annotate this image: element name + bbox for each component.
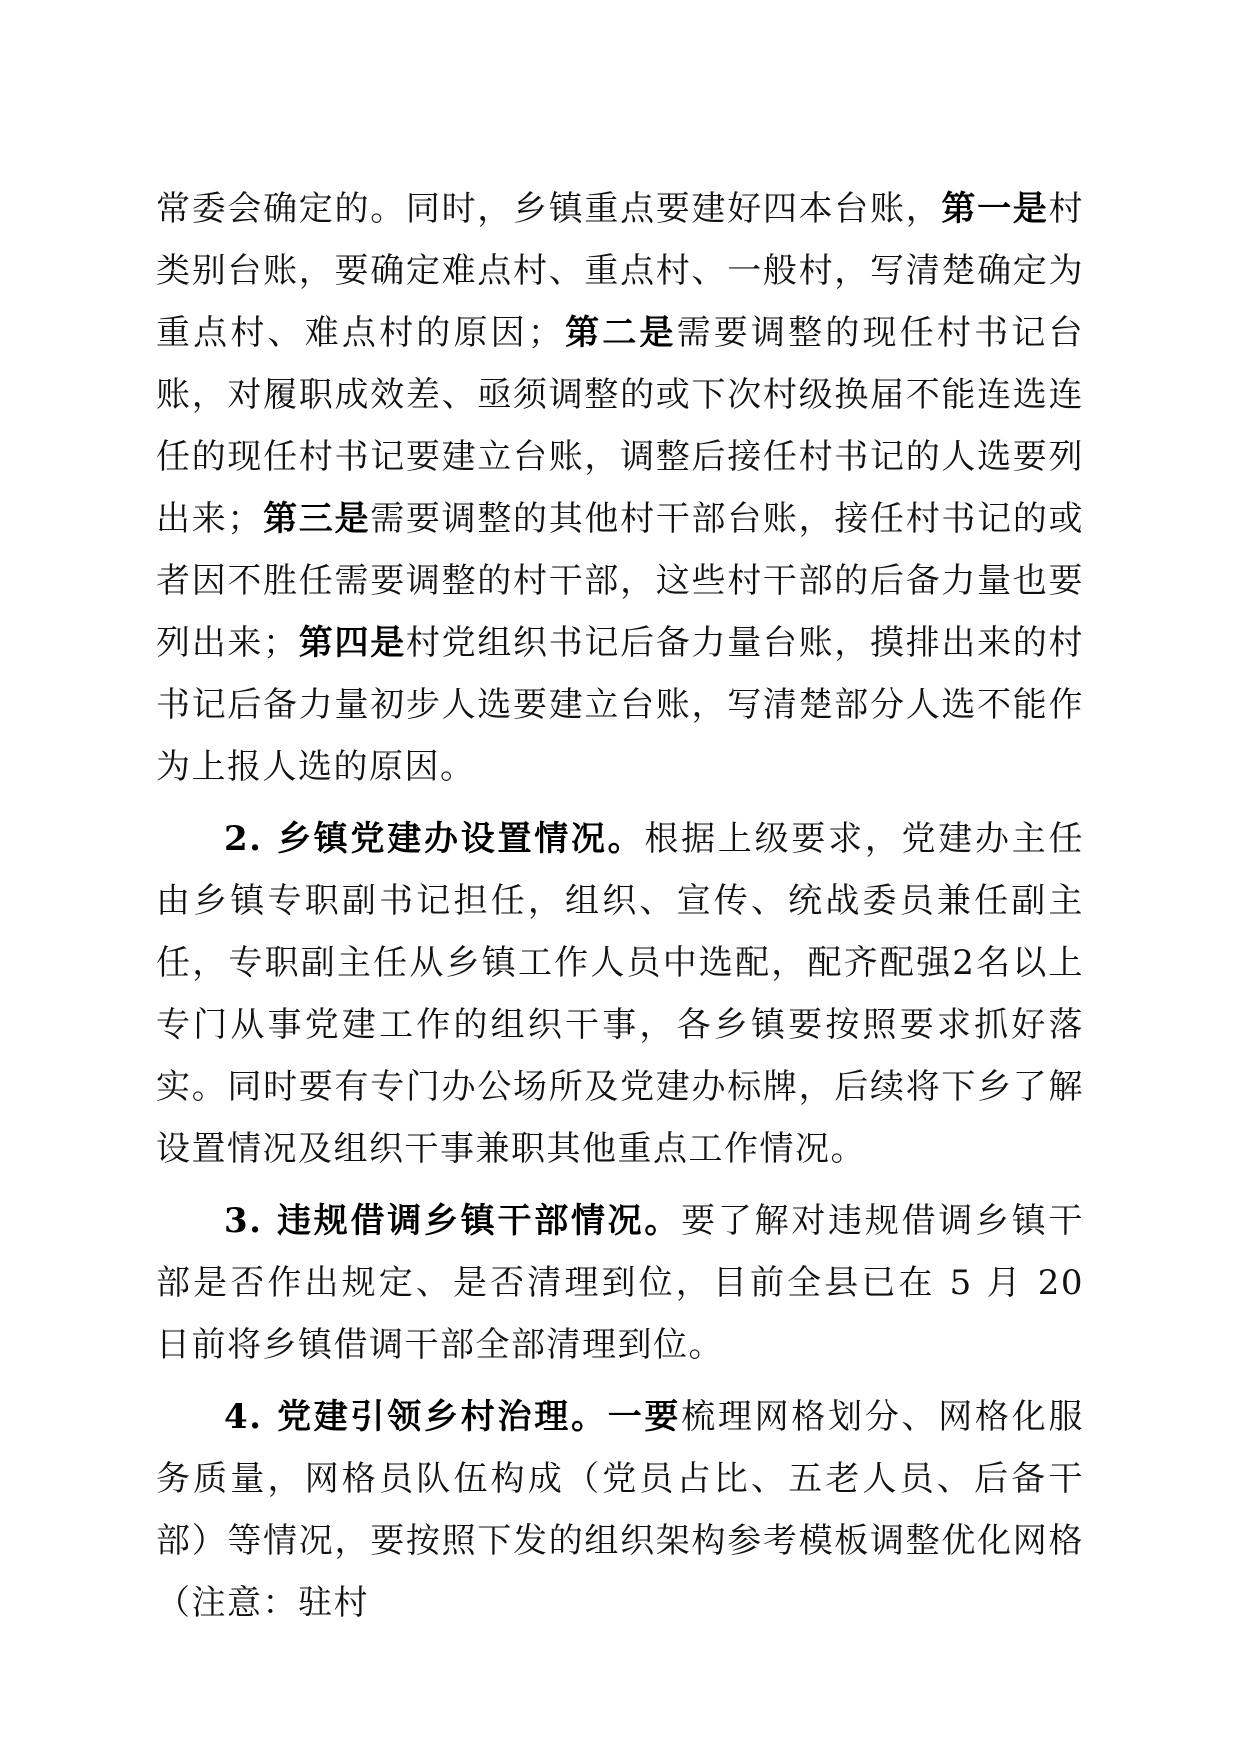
paragraph-ledgers bbox=[156, 178, 1084, 798]
text-run: 梳理网格划分、网格化服务质量，网格员队伍构成（党员占比、五老人员、后备干部）等情况，要按照下发的组织架构参考模板调整优化网格（注意：驻村 bbox=[156, 1397, 1084, 1623]
text-run: 根据上级要求，党建办主任由乡镇专职副书记担任，组织、宣传、统战委员兼任副主任，专职副主任从乡镇工作人员中选配，配齐配强2名以上专门从事党建工作的组织干事，各乡镇要按照要求抓好落实。同时要有专门办公场所及党建办标牌，后续将下乡了解设置情况及组织干事兼职其他重点工作情况。 bbox=[156, 819, 1084, 1169]
bold-run: 第二是 bbox=[563, 313, 677, 353]
text-run: 村类别台账，要确定难点村、重点村、一般村，写清楚确定为重点村、难点村的原因； bbox=[156, 189, 1085, 353]
paragraph-secondment bbox=[156, 1190, 1084, 1376]
document-body bbox=[156, 178, 1084, 1644]
bold-run: 一要 bbox=[607, 1397, 682, 1437]
text-run: 村党组织书记后备力量台账，摸排出来的村书记后备力量初步人选要建立台账，写清楚部分人选不能作为上报人选的原因。 bbox=[156, 623, 1085, 787]
section-heading: 4. 党建引领乡村治理。 bbox=[224, 1397, 608, 1437]
text-run: 需要调整的其他村干部台账，接任村书记的或者因不胜任需要调整的村干部，这些村干部的后备力量也要列出来； bbox=[156, 499, 1085, 663]
text-run: 要了解对违规借调乡镇干部是否作出规定、是否清理到位，目前全县已在 5 月 20 日前将乡镇借调干部全部清理到位。 bbox=[156, 1201, 1084, 1365]
bold-run: 第四是 bbox=[298, 623, 406, 663]
text-run: 常委会确定的。同时，乡镇重点要建好四本台账， bbox=[156, 189, 942, 229]
bold-run: 第三是 bbox=[262, 499, 371, 539]
section-heading: 3. 违规借调乡镇干部情况。 bbox=[224, 1201, 682, 1241]
paragraph-party-office bbox=[156, 808, 1084, 1180]
section-heading: 2. 乡镇党建办设置情况。 bbox=[224, 819, 645, 859]
text-run: 需要调整的现任村书记台账，对履职成效差、亟须调整的或下次村级换届不能连选连任的现任村书记要建立台账，调整后接任村书记的人选要列出来； bbox=[156, 313, 1084, 539]
paragraph-governance bbox=[156, 1386, 1084, 1634]
bold-run: 第一是 bbox=[941, 189, 1049, 229]
